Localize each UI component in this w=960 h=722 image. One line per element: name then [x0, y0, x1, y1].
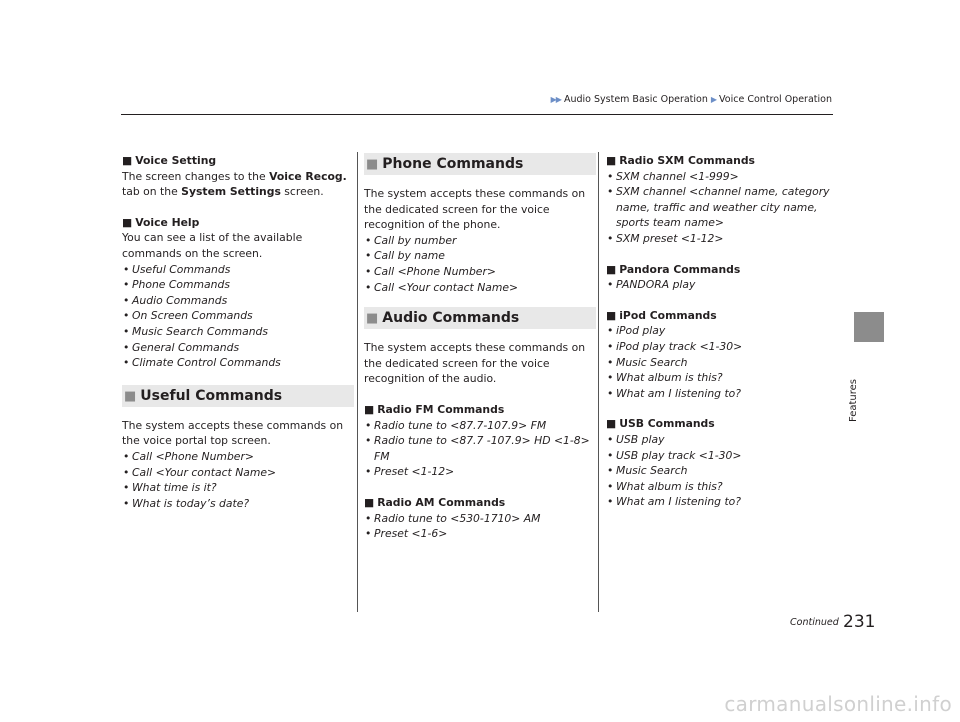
list-item: • General Commands [122, 340, 354, 356]
useful-commands-band: ■ Useful Commands [122, 385, 354, 407]
voice-setting-heading: ■ Voice Setting [122, 154, 217, 167]
list-item: • Useful Commands [122, 262, 354, 278]
fm-list [364, 418, 596, 480]
list-item: • PANDORA play [606, 277, 836, 293]
usb-list [606, 432, 836, 510]
voice-setting-text: The screen changes to the Voice Recog. tab on the System Settings screen. [122, 169, 347, 199]
list-item: • Phone Commands [122, 277, 354, 293]
list-item: • What is today’s date? [122, 496, 354, 512]
am-heading: ■ Radio AM Commands [364, 495, 506, 509]
list-item: • On Screen Commands [122, 308, 354, 324]
list-item: • iPod play track <1-30> [606, 339, 836, 355]
list-item: • iPod play [606, 323, 836, 339]
list-item: • SXM channel <channel name, category name, traffic and weather city name, sports team name> [606, 184, 836, 231]
section-label: Features [848, 379, 859, 422]
am-list [364, 511, 596, 542]
sxm-heading: ■ Radio SXM Commands [606, 154, 755, 167]
pandora-list [606, 277, 836, 293]
list-item: • Radio tune to <530-1710> AM [364, 511, 596, 527]
list-item: • Call by number [364, 233, 596, 249]
column-divider [598, 152, 599, 612]
voice-help-text: You can see a list of the available commands on the screen. [122, 231, 303, 260]
column-3 [606, 153, 836, 510]
list-item: • What album is this? [606, 479, 836, 495]
list-item: • SXM preset <1-12> [606, 231, 836, 247]
list-item: • Call <Phone Number> [364, 264, 596, 280]
list-item: • Climate Control Commands [122, 355, 354, 371]
voice-help-list [122, 262, 354, 371]
list-item: • Call <Your contact Name> [122, 465, 354, 481]
list-item: • USB play track <1-30> [606, 448, 836, 464]
header-rule [121, 114, 833, 115]
useful-list [122, 449, 354, 511]
fm-heading: ■ Radio FM Commands [364, 402, 505, 416]
list-item: • Audio Commands [122, 293, 354, 309]
phone-list [364, 233, 596, 295]
audio-text: The system accepts these commands on the dedicated screen for the voice recognition of the audio. [364, 341, 586, 386]
list-item: • USB play [606, 432, 836, 448]
list-item: • What album is this? [606, 370, 836, 386]
breadcrumb-item-voice[interactable]: Voice Control Operation [719, 94, 832, 105]
ipod-heading: ■ iPod Commands [606, 308, 717, 322]
list-item: • Music Search [606, 355, 836, 371]
double-arrow-icon: ▶▶ [550, 95, 561, 104]
column-1 [122, 153, 354, 511]
usb-heading: ■ USB Commands [606, 417, 715, 431]
section-tab[interactable] [854, 312, 884, 342]
list-item: • Music Search Commands [122, 324, 354, 340]
list-item: • Preset <1-12> [364, 464, 596, 480]
voice-help-heading: ■ Voice Help [122, 215, 200, 229]
arrow-icon: ▶ [710, 95, 718, 104]
page-number: 231 [843, 612, 876, 632]
sxm-list [606, 169, 836, 247]
list-item: • Music Search [606, 463, 836, 479]
list-item: • Call <Phone Number> [122, 449, 354, 465]
list-item: • Call by name [364, 248, 596, 264]
list-item: • SXM channel <1-999> [606, 169, 836, 185]
phone-commands-band: ■ Phone Commands [364, 153, 596, 175]
list-item: • Call <Your contact Name> [364, 280, 596, 296]
list-item: • Radio tune to <87.7-107.9> FM [364, 418, 596, 434]
watermark: carmanualsonline.info [724, 692, 952, 716]
pandora-heading: ■ Pandora Commands [606, 262, 741, 276]
list-item: • What time is it? [122, 480, 354, 496]
audio-commands-band: ■ Audio Commands [364, 307, 596, 329]
ipod-list [606, 323, 836, 401]
continued-label: Continued [790, 617, 839, 628]
phone-text: The system accepts these commands on the dedicated screen for the voice recognition of the phone. [364, 187, 586, 232]
breadcrumb-item-audio[interactable]: Audio System Basic Operation [563, 94, 708, 105]
list-item: • What am I listening to? [606, 494, 836, 510]
column-divider [357, 152, 358, 612]
list-item: • Radio tune to <87.7 -107.9> HD <1-8> FM [364, 433, 596, 464]
list-item: • What am I listening to? [606, 386, 836, 402]
list-item: • Preset <1-6> [364, 526, 596, 542]
breadcrumb [551, 94, 832, 105]
column-2 [364, 153, 596, 542]
useful-text: The system accepts these commands on the voice portal top screen. [122, 418, 344, 448]
